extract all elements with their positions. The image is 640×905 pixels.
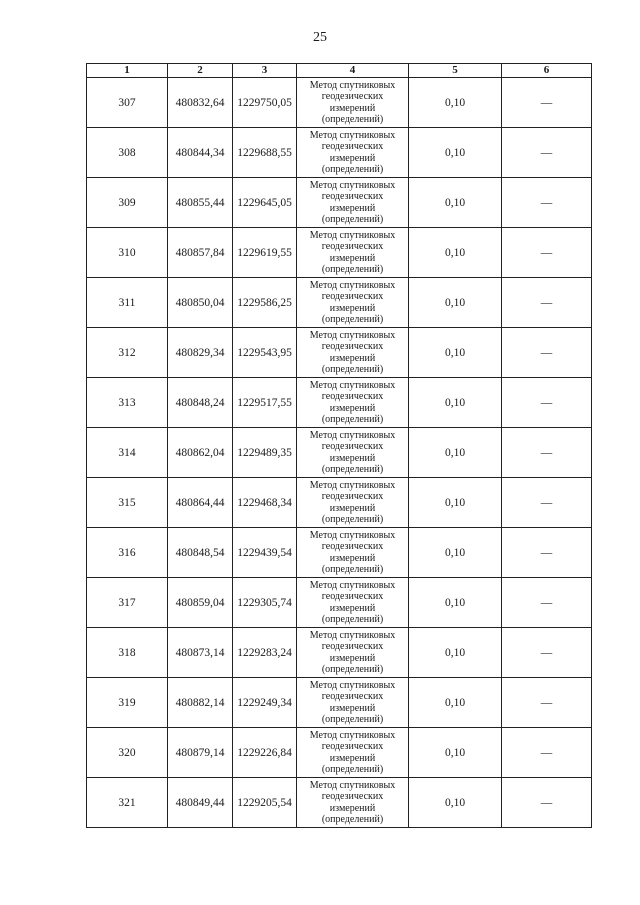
method-cell — [297, 378, 409, 428]
point-number-cell: 309 — [87, 178, 168, 228]
accuracy-cell: 0,10 — [409, 328, 502, 378]
x-coordinate-cell: 480864,44 — [168, 478, 233, 528]
method-cell — [297, 778, 409, 828]
method-line: геодезических — [321, 91, 384, 102]
table-row — [87, 78, 592, 128]
method-line: (определений) — [321, 714, 384, 725]
page-number: 25 — [313, 30, 327, 45]
method-line: Метод спутниковых — [309, 429, 396, 441]
accuracy-cell: 0,10 — [409, 128, 502, 178]
point-number-cell: 320 — [87, 728, 168, 778]
col6-cell: — — [502, 228, 592, 278]
accuracy-cell: 0,10 — [409, 428, 502, 478]
x-coordinate-cell: 480849,44 — [168, 778, 233, 828]
point-number-cell: 318 — [87, 628, 168, 678]
method-cell — [297, 428, 409, 478]
col6-cell: — — [502, 278, 592, 328]
method-line: измерений — [329, 202, 376, 214]
method-line: Метод спутниковых — [309, 579, 396, 591]
x-coordinate-cell: 480848,24 — [168, 378, 233, 428]
y-coordinate-cell: 1229489,35 — [233, 428, 297, 478]
table-row — [87, 128, 592, 178]
accuracy-cell: 0,10 — [409, 578, 502, 628]
y-coordinate-cell: 1229586,25 — [233, 278, 297, 328]
method-line: Метод спутниковых — [309, 329, 396, 341]
col6-cell: — — [502, 178, 592, 228]
point-number-cell: 313 — [87, 378, 168, 428]
method-line: измерений — [329, 252, 376, 264]
y-coordinate-cell: 1229205,54 — [233, 778, 297, 828]
table-row — [87, 628, 592, 678]
method-line: (определений) — [321, 114, 384, 125]
method-line: Метод спутниковых — [309, 779, 396, 791]
table-row — [87, 378, 592, 428]
method-line: геодезических — [321, 191, 384, 202]
table-row — [87, 328, 592, 378]
accuracy-cell: 0,10 — [409, 178, 502, 228]
y-coordinate-cell: 1229305,74 — [233, 578, 297, 628]
method-line: (определений) — [321, 164, 384, 175]
method-cell — [297, 728, 409, 778]
point-number-cell: 317 — [87, 578, 168, 628]
method-line: Метод спутниковых — [309, 229, 396, 241]
point-number-cell: 319 — [87, 678, 168, 728]
method-line: (определений) — [321, 664, 384, 675]
point-number-cell: 321 — [87, 778, 168, 828]
table-body — [87, 78, 592, 828]
method-line: Метод спутниковых — [309, 279, 396, 291]
accuracy-cell: 0,10 — [409, 278, 502, 328]
point-number-cell: 308 — [87, 128, 168, 178]
header-col-3: 3 — [233, 64, 297, 78]
method-cell — [297, 478, 409, 528]
table-row — [87, 428, 592, 478]
method-line: геодезических — [321, 491, 384, 502]
accuracy-cell: 0,10 — [409, 678, 502, 728]
x-coordinate-cell: 480857,84 — [168, 228, 233, 278]
method-line: измерений — [329, 452, 376, 464]
method-line: геодезических — [321, 791, 384, 802]
method-cell — [297, 278, 409, 328]
table-row — [87, 678, 592, 728]
method-line: (определений) — [321, 764, 384, 775]
x-coordinate-cell: 480859,04 — [168, 578, 233, 628]
point-number-cell: 307 — [87, 78, 168, 128]
header-col-2: 2 — [168, 64, 233, 78]
method-cell — [297, 178, 409, 228]
method-cell — [297, 228, 409, 278]
method-line: измерений — [329, 502, 376, 514]
col6-cell: — — [502, 478, 592, 528]
method-line: (определений) — [321, 264, 384, 275]
y-coordinate-cell: 1229249,34 — [233, 678, 297, 728]
method-line: геодезических — [321, 741, 384, 752]
point-number-cell: 312 — [87, 328, 168, 378]
method-line: измерений — [329, 402, 376, 414]
method-line: Метод спутниковых — [309, 379, 396, 391]
method-line: геодезических — [321, 441, 384, 452]
method-line: измерений — [329, 102, 376, 114]
table-row — [87, 478, 592, 528]
x-coordinate-cell: 480879,14 — [168, 728, 233, 778]
x-coordinate-cell: 480862,04 — [168, 428, 233, 478]
method-line: геодезических — [321, 641, 384, 652]
y-coordinate-cell: 1229688,55 — [233, 128, 297, 178]
method-line: (определений) — [321, 414, 384, 425]
accuracy-cell: 0,10 — [409, 228, 502, 278]
table-row — [87, 528, 592, 578]
method-line: геодезических — [321, 591, 384, 602]
header-col-4: 4 — [297, 64, 409, 78]
method-line: геодезических — [321, 391, 384, 402]
method-line: измерений — [329, 152, 376, 164]
point-number-cell: 316 — [87, 528, 168, 578]
method-line: измерений — [329, 352, 376, 364]
table-row — [87, 228, 592, 278]
method-cell — [297, 128, 409, 178]
method-cell — [297, 528, 409, 578]
col6-cell: — — [502, 128, 592, 178]
col6-cell: — — [502, 728, 592, 778]
method-line: Метод спутниковых — [309, 79, 396, 91]
col6-cell: — — [502, 428, 592, 478]
point-number-cell: 311 — [87, 278, 168, 328]
header-col-1: 1 — [87, 64, 168, 78]
method-line: (определений) — [321, 564, 384, 575]
method-cell — [297, 78, 409, 128]
method-line: (определений) — [321, 214, 384, 225]
table-row — [87, 578, 592, 628]
method-line: (определений) — [321, 314, 384, 325]
method-line: (определений) — [321, 614, 384, 625]
col6-cell: — — [502, 328, 592, 378]
col6-cell: — — [502, 378, 592, 428]
method-line: измерений — [329, 752, 376, 764]
method-line: (определений) — [321, 514, 384, 525]
y-coordinate-cell: 1229226,84 — [233, 728, 297, 778]
y-coordinate-cell: 1229283,24 — [233, 628, 297, 678]
point-number-cell: 314 — [87, 428, 168, 478]
method-line: геодезических — [321, 141, 384, 152]
col6-cell: — — [502, 778, 592, 828]
y-coordinate-cell: 1229543,95 — [233, 328, 297, 378]
accuracy-cell: 0,10 — [409, 478, 502, 528]
method-line: Метод спутниковых — [309, 129, 396, 141]
coordinates-table — [86, 63, 592, 828]
point-number-cell: 310 — [87, 228, 168, 278]
col6-cell: — — [502, 528, 592, 578]
table-row — [87, 778, 592, 828]
x-coordinate-cell: 480844,34 — [168, 128, 233, 178]
method-line: Метод спутниковых — [309, 529, 396, 541]
accuracy-cell: 0,10 — [409, 528, 502, 578]
x-coordinate-cell: 480832,64 — [168, 78, 233, 128]
x-coordinate-cell: 480855,44 — [168, 178, 233, 228]
method-line: Метод спутниковых — [309, 629, 396, 641]
method-line: измерений — [329, 302, 376, 314]
method-line: измерений — [329, 802, 376, 814]
y-coordinate-cell: 1229619,55 — [233, 228, 297, 278]
method-line: геодезических — [321, 291, 384, 302]
method-line: геодезических — [321, 691, 384, 702]
method-cell — [297, 678, 409, 728]
method-cell — [297, 628, 409, 678]
x-coordinate-cell: 480873,14 — [168, 628, 233, 678]
x-coordinate-cell: 480829,34 — [168, 328, 233, 378]
method-line: геодезических — [321, 241, 384, 252]
method-line: геодезических — [321, 341, 384, 352]
col6-cell: — — [502, 78, 592, 128]
table-row — [87, 178, 592, 228]
method-line: Метод спутниковых — [309, 179, 396, 191]
table-row — [87, 278, 592, 328]
y-coordinate-cell: 1229517,55 — [233, 378, 297, 428]
col6-cell: — — [502, 678, 592, 728]
y-coordinate-cell: 1229468,34 — [233, 478, 297, 528]
y-coordinate-cell: 1229750,05 — [233, 78, 297, 128]
method-line: (определений) — [321, 464, 384, 475]
y-coordinate-cell: 1229439,54 — [233, 528, 297, 578]
table-row — [87, 728, 592, 778]
accuracy-cell: 0,10 — [409, 378, 502, 428]
x-coordinate-cell: 480848,54 — [168, 528, 233, 578]
method-line: измерений — [329, 552, 376, 564]
header-col-5: 5 — [409, 64, 502, 78]
method-cell — [297, 328, 409, 378]
method-line: (определений) — [321, 814, 384, 825]
point-number-cell: 315 — [87, 478, 168, 528]
method-line: геодезических — [321, 541, 384, 552]
accuracy-cell: 0,10 — [409, 78, 502, 128]
method-line: Метод спутниковых — [309, 679, 396, 691]
method-line: измерений — [329, 602, 376, 614]
method-line: измерений — [329, 652, 376, 664]
accuracy-cell: 0,10 — [409, 778, 502, 828]
method-line: (определений) — [321, 364, 384, 375]
table-header-row — [87, 64, 592, 78]
accuracy-cell: 0,10 — [409, 628, 502, 678]
col6-cell: — — [502, 578, 592, 628]
col6-cell: — — [502, 628, 592, 678]
method-line: измерений — [329, 702, 376, 714]
accuracy-cell: 0,10 — [409, 728, 502, 778]
y-coordinate-cell: 1229645,05 — [233, 178, 297, 228]
x-coordinate-cell: 480850,04 — [168, 278, 233, 328]
method-line: Метод спутниковых — [309, 479, 396, 491]
method-line: Метод спутниковых — [309, 729, 396, 741]
header-col-6: 6 — [502, 64, 592, 78]
x-coordinate-cell: 480882,14 — [168, 678, 233, 728]
method-cell — [297, 578, 409, 628]
